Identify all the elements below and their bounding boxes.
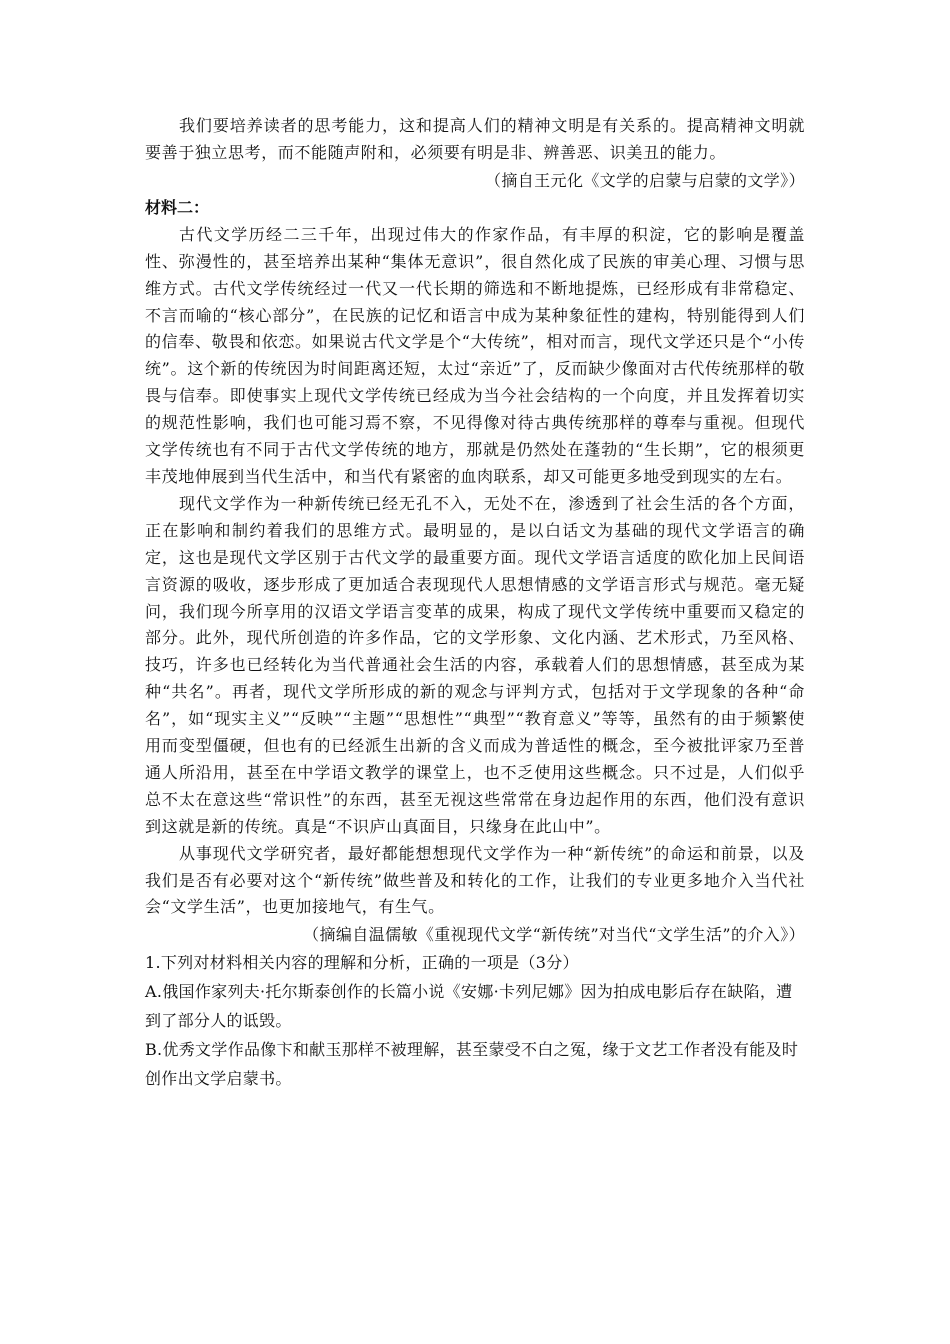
source-citation-2: （摘编自温儒敏《重视现代文学“新传统”对当代“文学生活”的介入》）: [303, 925, 805, 945]
source-citation-1: （摘自王元化《文学的启蒙与启蒙的文学》）: [484, 170, 805, 190]
material-two-paragraph-2: 现代文学作为一种新传统已经无孔不入，无处不在，渗透到了社会生活的各个方面，正在影响和制约着我们的思维方式。最明显的，是以白话文为基础的现代文学语言的确定，这也是现代文学区别于古代文学的最重要方面。现代文学语言适度的欧化加上民间语言资源的吸收，逐步形成了更加适合表现现代人思想情感的文学语言形式与规范。毫无疑问，我们现今所享用的汉语文学语言变革的成果，构成了现代文学传统中重要而又稳定的部分。此外，现代所创造的许多作品，它的文学形象、文化内涵、艺术形式，乃至风格、技巧，许多也已经转化为当代普通社会生活的内容，承载着人们的思想情感，甚至成为某种“共名”。再者，现代文学所形成的新的观念与评判方式，包括对于文学现象的各种“命名”，如“现实主义”“反映”“主题”“思想性”“典型”“教育意义”等等，虽然有的由于频繁使用而变型僵硬，但也有的已经派生出新的含义而成为普适性的概念，至今被批评家乃至普通人所沿用，甚至在中学语文教学的课堂上，也不乏使用这些概念。只不过是，人们似乎总不太在意这些“常识性”的东西，甚至无视这些常常在身边起作用的东西，他们没有意识到这就是新的传统。真是“不识庐山真面目，只缘身在此山中”。: [145, 493, 805, 836]
question-1-option-b: B.优秀文学作品像卞和献玉那样不被理解，甚至蒙受不白之冤，缘于文艺工作者没有能及时创作出文学启蒙书。: [145, 1040, 799, 1089]
material-two-paragraph-3: 从事现代文学研究者，最好都能想想现代文学作为一种“新传统”的命运和前景，以及我们是否有必要对这个“新传统”做些普及和转化的工作，让我们的专业更多地介入当代社会“文学生活”，也更加接地气，有生气。: [145, 843, 805, 917]
material-two-paragraph-1: 古代文学历经二三千年，出现过伟大的作家作品，有丰厚的积淀，它的影响是覆盖性、弥漫性的，甚至培养出某种“集体无意识”，很自然化成了民族的审美心理、习惯与思维方式。古代文学传统经过一代又一代长期的筛选和不断地提炼，已经形成有非常稳定、不言而喻的“核心部分”，在民族的记忆和语言中成为某种象征性的建构，特别能得到人们的信奉、敬畏和依恋。如果说古代文学是个“大传统”，相对而言，现代文学还只是个“小传统”。这个新的传统因为时间距离还短，太过“亲近”了，反而缺少像面对古代传统那样的敬畏与信奉。即使事实上现代文学传统已经成为当今社会结构的一个向度，并且发挥着切实的规范性影响，我们也可能习焉不察，不见得像对待古典传统那样的尊奉与重视。但现代文学传统也有不同于古代文学传统的地方，那就是仍然处在蓬勃的“生长期”，它的根须更丰茂地伸展到当代生活中，和当代有紧密的血肉联系，却又可能更多地受到现实的左右。: [145, 224, 805, 486]
question-1-stem: 1.下列对材料相关内容的理解和分析，正确的一项是（3分）: [145, 953, 579, 973]
question-1-option-a: A.俄国作家列夫·托尔斯泰创作的长篇小说《安娜·卡列尼娜》因为拍成电影后存在缺陷，遭到了部分人的诋毁。: [145, 982, 793, 1031]
material-two-heading: 材料二：: [145, 197, 210, 217]
intro-paragraph: 我们要培养读者的思考能力，这和提高人们的精神文明是有关系的。提高精神文明就要善于独立思考，而不能随声附和，必须要有明是非、辨善恶、识美丑的能力。: [145, 116, 805, 162]
